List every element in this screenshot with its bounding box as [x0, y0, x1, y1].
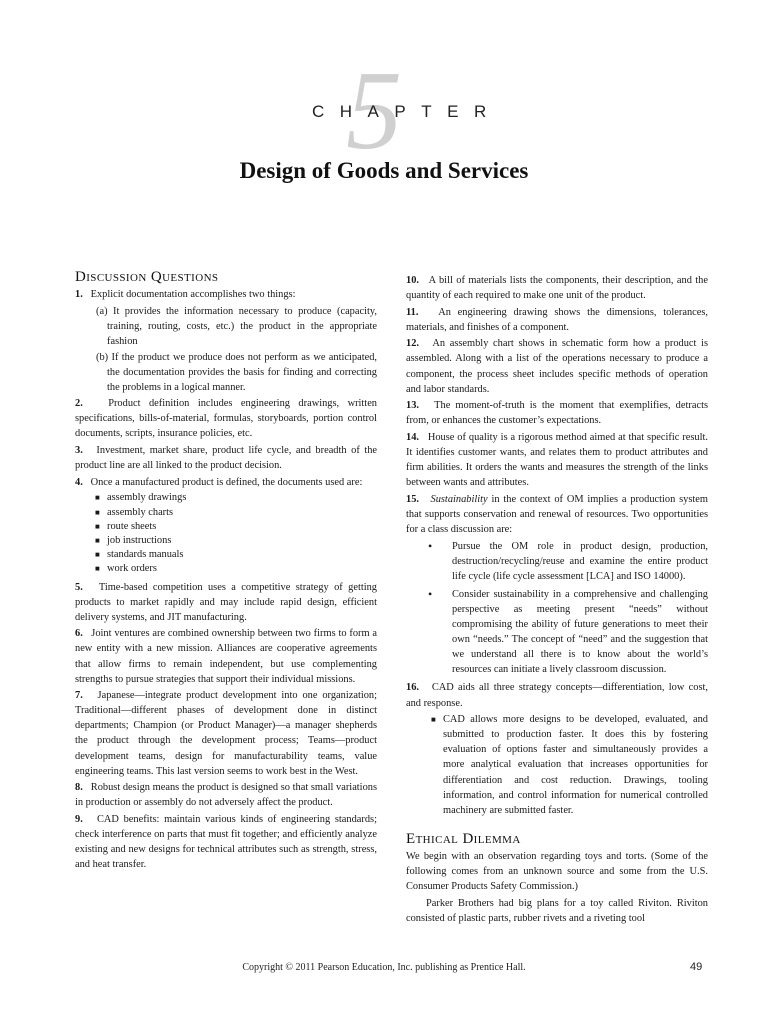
- question-14: 14. House of quality is a rigorous method aimed at that specific result. It identifies customer wants, and relates them to product attributes and firm abilities. It orders the wants and measures the strength of the links between wants and attributes.: [406, 431, 708, 489]
- question-2: 2. Product definition includes engineering drawings, written specifications, bills-of-material, formulas, storyboards, portion control documents, scripts, insurance policies, etc.: [75, 398, 378, 440]
- question-16: 16. CAD aids all three strategy concepts—differentiation, low cost, and response.: [406, 682, 708, 709]
- list-item: ■ standards manuals: [95, 548, 377, 562]
- copyright-footer: Copyright © 2011 Pearson Education, Inc. publishing as Prentice Hall.: [242, 962, 526, 973]
- ethical-paragraph-2: Parker Brothers had big plans for a toy called Riviton. Riviton consisted of plastic parts, rubber rivets and a riveting tool: [406, 897, 708, 924]
- ethical-dilemma-heading: Ethical Dilemma: [406, 830, 521, 847]
- list-item: ■ assembly charts: [95, 506, 377, 520]
- question-1a: (a) It provides the information necessary to produce (capacity, training, routing, costs, etc.) the product in the appropriate fashion: [96, 305, 377, 347]
- question-7: 7. Japanese—integrate product development into one organization; Traditional—different phases of development done in distinct departments; Champion (or Product Manager)—a manager shepherds the product through the development process; Teams—product development teams, design for manufacturability teams, value engineering teams. This last version seems to work best in the West.: [75, 690, 377, 777]
- question-15: 15. Sustainability in the context of OM implies a production system that supports conservation and renewal of resources. Two opportunities for a class discussion are:: [406, 493, 708, 535]
- left-column: [75, 270, 377, 874]
- question-9: 9. CAD benefits: maintain various kinds of engineering standards; check interference on parts that must fit together; and efficiently analyze existing and new designs for technical attributes such as strength, stress, and heat transfer.: [75, 813, 377, 871]
- question-4: 4. Once a manufactured product is defined, the documents used are:: [75, 476, 363, 488]
- question-1: 1. Explicit documentation accomplishes two things:: [75, 289, 296, 301]
- list-item: ■ route sheets: [95, 520, 377, 534]
- documents-list: [95, 491, 377, 576]
- list-item: • Pursue the OM role in product design, production, destruction/recycling/reuse and examine the entire product life cycle (life cycle assessment [LCA] and ISO 14000).: [428, 539, 708, 584]
- page-number: 49: [690, 961, 703, 973]
- question-10: 10. A bill of materials lists the components, their description, and the quantity of each required to make one unit of the product.: [406, 275, 708, 302]
- discussion-questions-heading: Discussion Questions: [75, 269, 219, 285]
- ethical-paragraph-1: We begin with an observation regarding toys and torts. (Some of the following comes from an unknown source and some from the U.S. Consumer Products Safety Commission.): [406, 850, 708, 893]
- question-1b: (b) If the product we produce does not perform as we anticipated, the documentation provides the basis for finding and correcting the problems in a logical manner.: [96, 351, 377, 394]
- list-item: ■ work orders: [95, 562, 377, 576]
- question-16-detail: ■ CAD allows more designs to be developed, evaluated, and submitted to production faster. It does this by fostering evaluation of options faster and simultaneously provides a more analytical evaluation that increases opportunities for differentiation and cost reduction. Drawings, tooling information, and control information for numerical controlled machinery are submitted faster.: [431, 712, 708, 818]
- chapter-title: Design of Goods and Services: [239, 158, 529, 183]
- list-item: ■ job instructions: [95, 534, 377, 548]
- question-13: 13. The moment-of-truth is the moment that exemplifies, detracts from, or enhances the customer’s expectations.: [406, 400, 708, 427]
- question-3: 3. Investment, market share, product life cycle, and breadth of the product line are all linked to the product decision.: [75, 445, 378, 472]
- list-item: • Consider sustainability in a comprehensive and challenging perspective as meeting present “needs” without compromising the ability of future generations to meet their own “needs.” The concept of “need” and the suggestion that we understand all there is to know about the world’s resources can initiate a lively classroom discussion.: [428, 587, 708, 678]
- chapter-number: 5: [346, 49, 402, 173]
- question-8: 8. Robust design means the product is designed so that small variations in production or assembly do not adversely affect the product.: [75, 782, 378, 809]
- chapter-label: CHAPTER: [312, 102, 502, 121]
- right-column: [406, 273, 708, 927]
- question-6: 6. Joint ventures are combined ownership between two firms to form a new entity with a new mission. Alliances are cooperative agreements that allow firms to remain independent, but use complementing strengths to pursue strategies that support their individual missions.: [75, 628, 377, 685]
- sustainability-list: [428, 539, 708, 678]
- question-11: 11. An engineering drawing shows the dimensions, tolerances, materials, and finishes of a component.: [406, 306, 708, 333]
- question-12: 12. An assembly chart shows in schematic form how a product is assembled. Along with a list of the operations necessary to produce a component, the process sheet includes specific methods of operation and labor standards.: [406, 338, 708, 395]
- list-item: ■ assembly drawings: [95, 491, 377, 505]
- question-5: 5. Time-based competition uses a competitive strategy of getting products to market rapidly and may include rapid design, efficient delivery systems, and JIT manufacturing.: [75, 581, 377, 623]
